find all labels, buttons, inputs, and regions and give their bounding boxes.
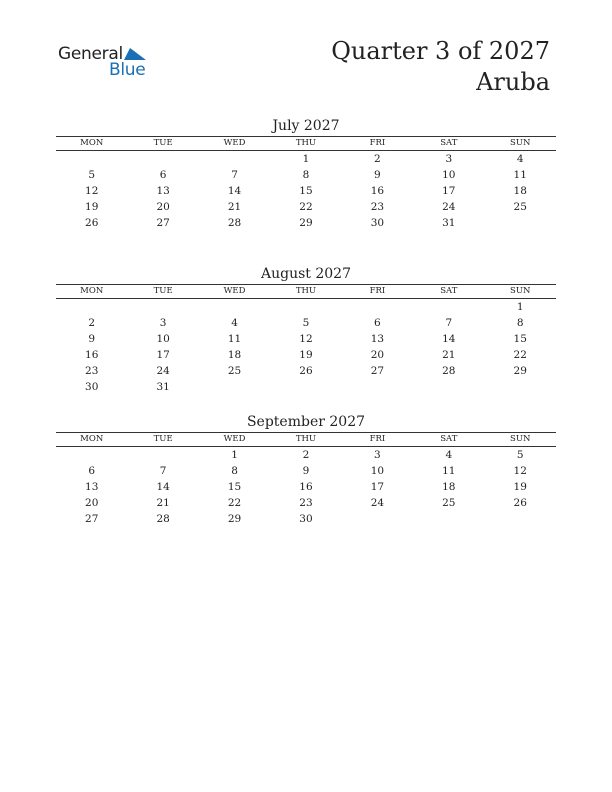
day-cell: 7 xyxy=(159,465,167,477)
day-cell: 21 xyxy=(156,497,170,509)
day-cell: 12 xyxy=(299,333,313,345)
day-cell: 17 xyxy=(442,185,456,197)
day-cell xyxy=(56,447,127,463)
day-cell: 27 xyxy=(85,513,99,525)
day-cell: 22 xyxy=(299,201,313,213)
day-cell xyxy=(270,299,341,315)
week-row xyxy=(56,447,556,463)
weekday-label: SUN xyxy=(510,286,531,296)
day-cell: 17 xyxy=(156,349,170,361)
day-cell: 28 xyxy=(442,365,456,377)
weekday-label: FRI xyxy=(369,138,386,148)
day-cell: 24 xyxy=(156,365,170,377)
day-cell: 13 xyxy=(156,185,170,197)
weekday-label: SUN xyxy=(510,138,531,148)
month-block-july xyxy=(56,116,556,231)
logo-wordmark-general: General xyxy=(58,44,123,64)
day-cell: 2 xyxy=(374,153,381,165)
day-cell: 15 xyxy=(513,333,527,345)
day-cell: 31 xyxy=(156,381,170,393)
day-cell: 4 xyxy=(516,153,524,165)
day-cell: 18 xyxy=(442,481,456,493)
day-cell: 29 xyxy=(513,365,527,377)
day-cell: 9 xyxy=(302,465,310,477)
day-cell: 27 xyxy=(370,365,385,377)
weekday-label: MON xyxy=(80,286,104,296)
day-cell xyxy=(485,215,556,231)
day-cell: 25 xyxy=(513,201,527,213)
day-cell: 26 xyxy=(85,217,99,229)
day-cell: 11 xyxy=(442,465,456,477)
day-cell: 12 xyxy=(513,465,527,477)
day-cell: 25 xyxy=(442,497,456,509)
day-cell: 15 xyxy=(299,185,313,197)
day-cell: 16 xyxy=(370,185,385,197)
weekday-label: MON xyxy=(80,434,104,444)
weekday-header-row xyxy=(56,432,556,447)
weekday-label: WED xyxy=(223,434,246,444)
day-cell: 24 xyxy=(442,201,456,213)
day-cell: 23 xyxy=(299,497,313,509)
month-title: September 2027 xyxy=(246,414,366,430)
day-cell: 1 xyxy=(516,301,524,313)
day-cell: 8 xyxy=(231,465,238,477)
weekday-label: FRI xyxy=(369,434,386,444)
day-cell: 23 xyxy=(85,365,99,377)
day-cell: 27 xyxy=(156,217,170,229)
week-row xyxy=(56,331,556,347)
day-cell: 16 xyxy=(299,481,313,493)
day-cell: 3 xyxy=(159,317,167,329)
weekday-label: WED xyxy=(223,286,246,296)
day-cell xyxy=(127,151,198,167)
day-cell xyxy=(127,299,198,315)
month-block-september xyxy=(56,412,556,527)
day-cell: 8 xyxy=(302,169,310,181)
week-row xyxy=(56,463,556,479)
page-title xyxy=(331,36,550,98)
day-cell: 20 xyxy=(156,201,170,213)
day-cell: 29 xyxy=(299,217,313,229)
weekday-label: TUE xyxy=(153,286,173,296)
week-row xyxy=(56,347,556,363)
day-cell: 11 xyxy=(513,169,527,181)
day-cell: 19 xyxy=(85,201,99,213)
day-cell: 6 xyxy=(159,169,167,181)
weekday-label: THU xyxy=(295,138,317,148)
month-title: August 2027 xyxy=(261,266,351,282)
day-cell: 22 xyxy=(227,497,242,509)
day-cell: 29 xyxy=(227,513,242,525)
day-cell xyxy=(413,511,484,527)
day-cell: 6 xyxy=(88,465,96,477)
day-cell: 10 xyxy=(156,333,170,345)
day-cell: 14 xyxy=(442,333,456,345)
weekday-label: THU xyxy=(295,286,317,296)
week-row xyxy=(56,479,556,495)
weekday-label: SAT xyxy=(440,434,458,444)
logo-wordmark-blue: Blue xyxy=(109,60,146,80)
weekday-header-row xyxy=(56,284,556,299)
day-cell: 1 xyxy=(302,153,310,165)
week-row xyxy=(56,199,556,215)
day-cell: 5 xyxy=(516,449,524,461)
week-row xyxy=(56,215,556,231)
weekday-label: TUE xyxy=(153,434,173,444)
day-cell: 7 xyxy=(445,317,453,329)
day-cell xyxy=(342,511,413,527)
weekday-label: SUN xyxy=(510,434,531,444)
day-cell: 3 xyxy=(374,449,381,461)
day-cell: 16 xyxy=(85,349,99,361)
day-cell: 21 xyxy=(227,201,242,213)
day-cell: 3 xyxy=(445,153,453,165)
day-cell: 25 xyxy=(227,365,242,377)
day-cell: 17 xyxy=(370,481,385,493)
day-cell: 30 xyxy=(370,217,385,229)
day-cell xyxy=(485,379,556,395)
week-row xyxy=(56,315,556,331)
quarter-title: Quarter 3 of 2027 xyxy=(331,37,550,65)
day-cell: 9 xyxy=(88,333,96,345)
weekday-label: WED xyxy=(223,138,246,148)
month-block-august xyxy=(56,264,556,395)
day-cell: 18 xyxy=(227,349,242,361)
day-cell xyxy=(199,151,270,167)
week-row xyxy=(56,511,556,527)
week-row xyxy=(56,151,556,167)
day-cell: 13 xyxy=(85,481,99,493)
day-cell: 19 xyxy=(299,349,313,361)
weekday-label: MON xyxy=(80,138,104,148)
week-row xyxy=(56,495,556,511)
day-cell: 26 xyxy=(299,365,313,377)
day-cell: 1 xyxy=(231,449,238,461)
day-cell xyxy=(199,299,270,315)
day-cell: 15 xyxy=(227,481,242,493)
day-cell: 20 xyxy=(370,349,385,361)
weekday-label: THU xyxy=(295,434,317,444)
day-cell: 30 xyxy=(85,381,99,393)
weekday-header-row xyxy=(56,136,556,151)
weekday-label: SAT xyxy=(440,138,458,148)
country-title: Aruba xyxy=(476,68,550,96)
day-cell: 4 xyxy=(231,317,238,329)
day-cell: 23 xyxy=(370,201,385,213)
day-cell: 7 xyxy=(231,169,238,181)
day-cell: 8 xyxy=(516,317,524,329)
day-cell: 5 xyxy=(88,169,96,181)
day-cell: 18 xyxy=(513,185,527,197)
day-cell: 12 xyxy=(85,185,99,197)
weekday-label: TUE xyxy=(153,138,173,148)
day-cell: 26 xyxy=(513,497,527,509)
day-cell: 19 xyxy=(513,481,527,493)
day-cell: 10 xyxy=(370,465,385,477)
day-cell: 2 xyxy=(88,317,96,329)
day-cell xyxy=(127,447,198,463)
day-cell xyxy=(485,511,556,527)
week-row xyxy=(56,299,556,315)
day-cell xyxy=(56,151,127,167)
month-title: July 2027 xyxy=(272,118,340,134)
day-cell xyxy=(413,299,484,315)
logo xyxy=(58,44,158,84)
day-cell: 5 xyxy=(302,317,310,329)
week-row xyxy=(56,363,556,379)
day-cell xyxy=(342,299,413,315)
day-cell xyxy=(56,299,127,315)
day-cell: 14 xyxy=(227,185,242,197)
day-cell: 14 xyxy=(156,481,170,493)
day-cell: 30 xyxy=(299,513,313,525)
day-cell: 22 xyxy=(513,349,527,361)
day-cell: 28 xyxy=(156,513,170,525)
day-cell xyxy=(270,379,341,395)
day-cell: 13 xyxy=(370,333,385,345)
day-cell xyxy=(413,379,484,395)
day-cell xyxy=(342,379,413,395)
day-cell: 11 xyxy=(227,333,242,345)
day-cell: 24 xyxy=(370,497,385,509)
day-cell: 6 xyxy=(374,317,381,329)
day-cell: 21 xyxy=(442,349,456,361)
day-cell xyxy=(199,379,270,395)
day-cell: 28 xyxy=(227,217,242,229)
day-cell: 2 xyxy=(302,449,310,461)
week-row xyxy=(56,183,556,199)
day-cell: 9 xyxy=(374,169,381,181)
week-row xyxy=(56,379,556,395)
week-row xyxy=(56,167,556,183)
day-cell: 31 xyxy=(442,217,456,229)
weekday-label: FRI xyxy=(369,286,386,296)
day-cell: 10 xyxy=(442,169,456,181)
day-cell: 4 xyxy=(445,449,453,461)
day-cell: 20 xyxy=(85,497,99,509)
weekday-label: SAT xyxy=(440,286,458,296)
